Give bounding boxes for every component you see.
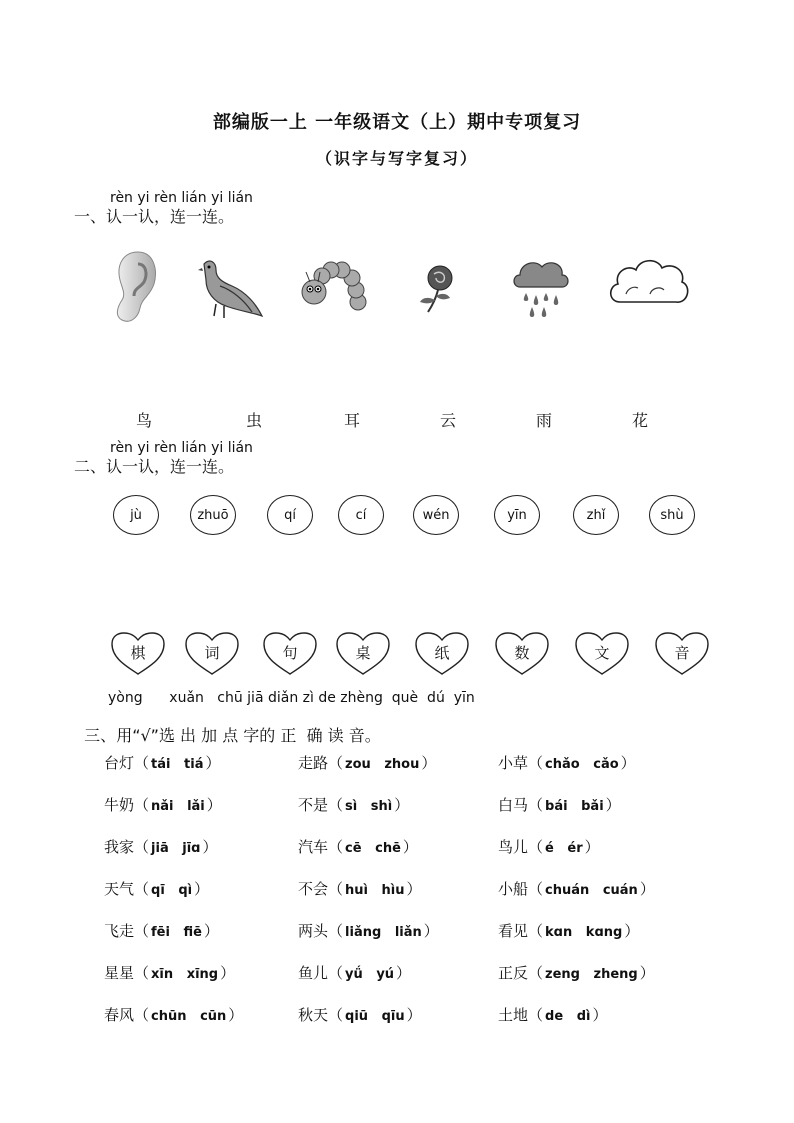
open-paren: （	[134, 922, 150, 940]
option-b[interactable]: jīɑ	[182, 841, 201, 856]
reading-item	[104, 920, 219, 941]
option-a[interactable]: bái	[545, 799, 568, 814]
reading-item	[298, 752, 436, 773]
section1-instruction: 认一认，连一连。	[106, 207, 235, 226]
pinyin-circle-4[interactable]: wén	[413, 495, 459, 535]
open-paren: （	[134, 796, 150, 814]
open-paren: （	[528, 964, 544, 982]
open-paren: （	[528, 754, 544, 772]
option-gap	[359, 796, 369, 814]
option-gap	[556, 838, 566, 856]
item-word: 不会	[298, 880, 329, 898]
option-a[interactable]: cē	[345, 841, 362, 856]
reading-item	[498, 878, 655, 899]
character-heart-4[interactable]	[414, 632, 470, 676]
open-paren: （	[328, 796, 344, 814]
close-paren: ）	[620, 754, 636, 772]
heart-char: 文	[594, 644, 610, 662]
character-heart-3[interactable]	[335, 632, 391, 676]
close-paren: ）	[406, 1006, 422, 1024]
close-paren: ）	[394, 796, 410, 814]
close-paren: ）	[402, 838, 418, 856]
item-word: 台灯	[104, 754, 135, 772]
character-heart-6[interactable]	[574, 632, 630, 676]
section2-instruction: 认一认，连一连。	[106, 457, 235, 476]
pinyin-circle-2[interactable]: qí	[267, 495, 313, 535]
character-heart-0[interactable]	[110, 632, 166, 676]
heart-char: 桌	[355, 644, 371, 662]
open-paren: （	[328, 964, 344, 982]
reading-item	[498, 794, 621, 815]
close-paren: ）	[639, 964, 655, 982]
open-paren: （	[134, 880, 150, 898]
section1-heading	[74, 204, 234, 227]
open-paren: （	[328, 1006, 344, 1024]
option-gap	[167, 880, 177, 898]
section1-pinyin: rèn yi rèn lián yi lián	[110, 190, 253, 206]
close-paren: ）	[421, 754, 437, 772]
option-a[interactable]: yǘ	[345, 967, 363, 982]
open-paren: （	[528, 838, 544, 856]
option-a[interactable]: zou	[345, 757, 371, 772]
character-heart-5[interactable]	[494, 632, 550, 676]
item-word: 土地	[498, 1006, 529, 1024]
option-gap	[365, 964, 375, 982]
option-gap	[373, 754, 383, 772]
item-word: 白马	[498, 796, 529, 814]
option-b[interactable]: hìu	[381, 883, 405, 898]
option-a[interactable]: zeng	[545, 967, 580, 982]
reading-item	[498, 920, 639, 941]
option-gap	[565, 1006, 575, 1024]
section3-number: 三、	[84, 726, 117, 745]
option-a[interactable]: sì	[345, 799, 358, 814]
option-gap	[370, 1006, 380, 1024]
heart-char: 句	[282, 644, 298, 662]
section1-char-2[interactable]: 耳	[343, 411, 360, 430]
option-b[interactable]: qì	[178, 883, 193, 898]
close-paren: ）	[203, 922, 219, 940]
reading-item	[298, 794, 409, 815]
reading-item	[104, 794, 222, 815]
item-word: 我家	[104, 838, 135, 856]
section2-pinyin: rèn yi rèn lián yi lián	[110, 440, 253, 456]
pinyin-circle-7[interactable]: shù	[649, 495, 695, 535]
open-paren: （	[134, 838, 150, 856]
open-paren: （	[528, 880, 544, 898]
option-gap	[176, 796, 186, 814]
reading-item	[104, 1004, 243, 1025]
option-a[interactable]: qiū	[345, 1009, 369, 1024]
option-a[interactable]: chuán	[545, 883, 590, 898]
heart-char: 纸	[434, 644, 450, 662]
option-a[interactable]: é	[545, 841, 554, 856]
option-gap	[189, 1006, 199, 1024]
ear-icon	[112, 250, 160, 328]
close-paren: ）	[639, 880, 655, 898]
reading-item	[298, 878, 422, 899]
close-paren: ）	[605, 796, 621, 814]
section3-pinyin: yòng xuǎn chū jiā diǎn zì de zhèng què dú yīn	[108, 690, 475, 706]
pinyin-circle-0[interactable]: jù	[113, 495, 159, 535]
option-a[interactable]: liǎng	[345, 925, 382, 940]
option-b[interactable]: zheng	[593, 967, 638, 982]
close-paren: ）	[423, 922, 439, 940]
page-title: 部编版一上 一年级语文（上）期中专项复习	[212, 112, 582, 133]
open-paren: （	[528, 1006, 544, 1024]
option-b[interactable]: yú	[376, 967, 395, 982]
section3-heading	[74, 704, 381, 746]
open-paren: （	[134, 754, 150, 772]
item-word: 鱼儿	[298, 964, 329, 982]
option-b[interactable]: chē	[375, 841, 401, 856]
reading-item	[298, 920, 439, 941]
section1-char-0[interactable]: 鸟	[135, 411, 152, 430]
character-heart-1[interactable]	[184, 632, 240, 676]
close-paren: ）	[220, 964, 236, 982]
close-paren: ）	[205, 754, 221, 772]
item-word: 飞走	[104, 922, 135, 940]
section2-number: 二、	[74, 457, 107, 476]
option-a[interactable]: huì	[345, 883, 368, 898]
option-b[interactable]: ér	[567, 841, 583, 856]
reading-item	[498, 836, 600, 857]
option-gap	[171, 838, 181, 856]
close-paren: ）	[228, 1006, 244, 1024]
option-a[interactable]: de	[545, 1009, 564, 1024]
pinyin-circle-1[interactable]: zhuō	[190, 495, 236, 535]
item-word: 正反	[498, 964, 529, 982]
open-paren: （	[528, 922, 544, 940]
close-paren: ）	[592, 1006, 608, 1024]
character-heart-7[interactable]	[654, 632, 710, 676]
pinyin-circle-6[interactable]: zhǐ	[573, 495, 619, 535]
open-paren: （	[134, 964, 150, 982]
open-paren: （	[328, 880, 344, 898]
item-word: 汽车	[298, 838, 329, 856]
option-b[interactable]: qīu	[381, 1009, 405, 1024]
section1-char-1[interactable]: 虫	[245, 411, 262, 430]
reading-item	[104, 836, 218, 857]
heart-char: 词	[204, 644, 220, 662]
reading-item	[104, 962, 235, 983]
option-a[interactable]: nǎi	[151, 799, 174, 814]
rain-cloud-icon	[510, 255, 572, 325]
caterpillar-icon	[298, 256, 370, 318]
pinyin-circle-5[interactable]: yīn	[494, 495, 540, 535]
option-gap	[582, 964, 592, 982]
option-gap	[591, 880, 601, 898]
item-word: 两头	[298, 922, 329, 940]
option-b[interactable]: cuán	[602, 883, 638, 898]
option-a[interactable]: kɑn	[545, 925, 573, 940]
heart-char: 音	[674, 644, 690, 662]
option-gap	[172, 922, 182, 940]
heart-char: 棋	[130, 644, 146, 662]
heart-char: 数	[514, 644, 530, 662]
option-b[interactable]: dì	[576, 1009, 591, 1024]
option-b[interactable]: cūn	[200, 1009, 227, 1024]
option-gap	[582, 754, 592, 772]
item-word: 不是	[298, 796, 329, 814]
cloud-icon	[606, 254, 690, 316]
option-gap	[175, 964, 185, 982]
option-a[interactable]: fēi	[151, 925, 170, 940]
option-b[interactable]: kɑng	[585, 925, 623, 940]
pinyin-circle-3[interactable]: cí	[338, 495, 384, 535]
section3-instruction: 用“√”选 出 加 点 字的 正 确 读 音。	[116, 726, 381, 745]
reading-item	[498, 1004, 607, 1025]
item-word: 牛奶	[104, 796, 135, 814]
option-gap	[364, 838, 374, 856]
option-a[interactable]: xīn	[151, 967, 174, 982]
option-b[interactable]: tiá	[184, 757, 204, 772]
section1-char-3[interactable]: 云	[439, 411, 456, 430]
section1-char-4[interactable]: 雨	[535, 411, 552, 430]
page-subtitle: （识字与写字复习）	[315, 149, 478, 168]
option-b[interactable]: lǎi	[187, 799, 205, 814]
character-heart-2[interactable]	[262, 632, 318, 676]
reading-item	[298, 836, 418, 857]
open-paren: （	[328, 754, 344, 772]
option-gap	[383, 922, 393, 940]
close-paren: ）	[202, 838, 218, 856]
item-word: 秋天	[298, 1006, 329, 1024]
section1-number: 一、	[74, 207, 107, 226]
option-b[interactable]: xīng	[186, 967, 219, 982]
option-gap	[370, 880, 380, 898]
close-paren: ）	[624, 922, 640, 940]
option-b[interactable]: bǎi	[581, 799, 604, 814]
reading-item	[104, 752, 221, 773]
option-gap	[172, 754, 182, 772]
option-b[interactable]: zhou	[384, 757, 420, 772]
reading-item	[104, 878, 209, 899]
reading-item	[298, 1004, 422, 1025]
open-paren: （	[328, 838, 344, 856]
section2-heading	[74, 454, 234, 477]
open-paren: （	[134, 1006, 150, 1024]
item-word: 看见	[498, 922, 529, 940]
close-paren: ）	[584, 838, 600, 856]
open-paren: （	[328, 922, 344, 940]
item-word: 小船	[498, 880, 529, 898]
option-a[interactable]: chūn	[151, 1009, 187, 1024]
item-word: 星星	[104, 964, 135, 982]
close-paren: ）	[206, 796, 222, 814]
item-word: 走路	[298, 754, 329, 772]
open-paren: （	[528, 796, 544, 814]
item-word: 鸟儿	[498, 838, 529, 856]
option-b[interactable]: fiē	[183, 925, 202, 940]
close-paren: ）	[406, 880, 422, 898]
close-paren: ）	[194, 880, 210, 898]
item-word: 小草	[498, 754, 529, 772]
option-a[interactable]: tái	[151, 757, 171, 772]
option-a[interactable]: chǎo	[545, 757, 580, 772]
option-b[interactable]: shì	[370, 799, 393, 814]
pigeon-icon	[196, 256, 264, 324]
option-a[interactable]: jiā	[151, 841, 169, 856]
section1-char-5[interactable]: 花	[631, 411, 648, 430]
option-gap	[574, 922, 584, 940]
option-b[interactable]: cǎo	[593, 757, 619, 772]
close-paren: ）	[396, 964, 412, 982]
option-b[interactable]: liǎn	[394, 925, 422, 940]
item-word: 春风	[104, 1006, 135, 1024]
reading-item	[498, 962, 655, 983]
item-word: 天气	[104, 880, 135, 898]
flower-icon	[414, 262, 464, 318]
option-a[interactable]: qī	[151, 883, 165, 898]
option-gap	[570, 796, 580, 814]
reading-item	[498, 752, 636, 773]
reading-item	[298, 962, 411, 983]
